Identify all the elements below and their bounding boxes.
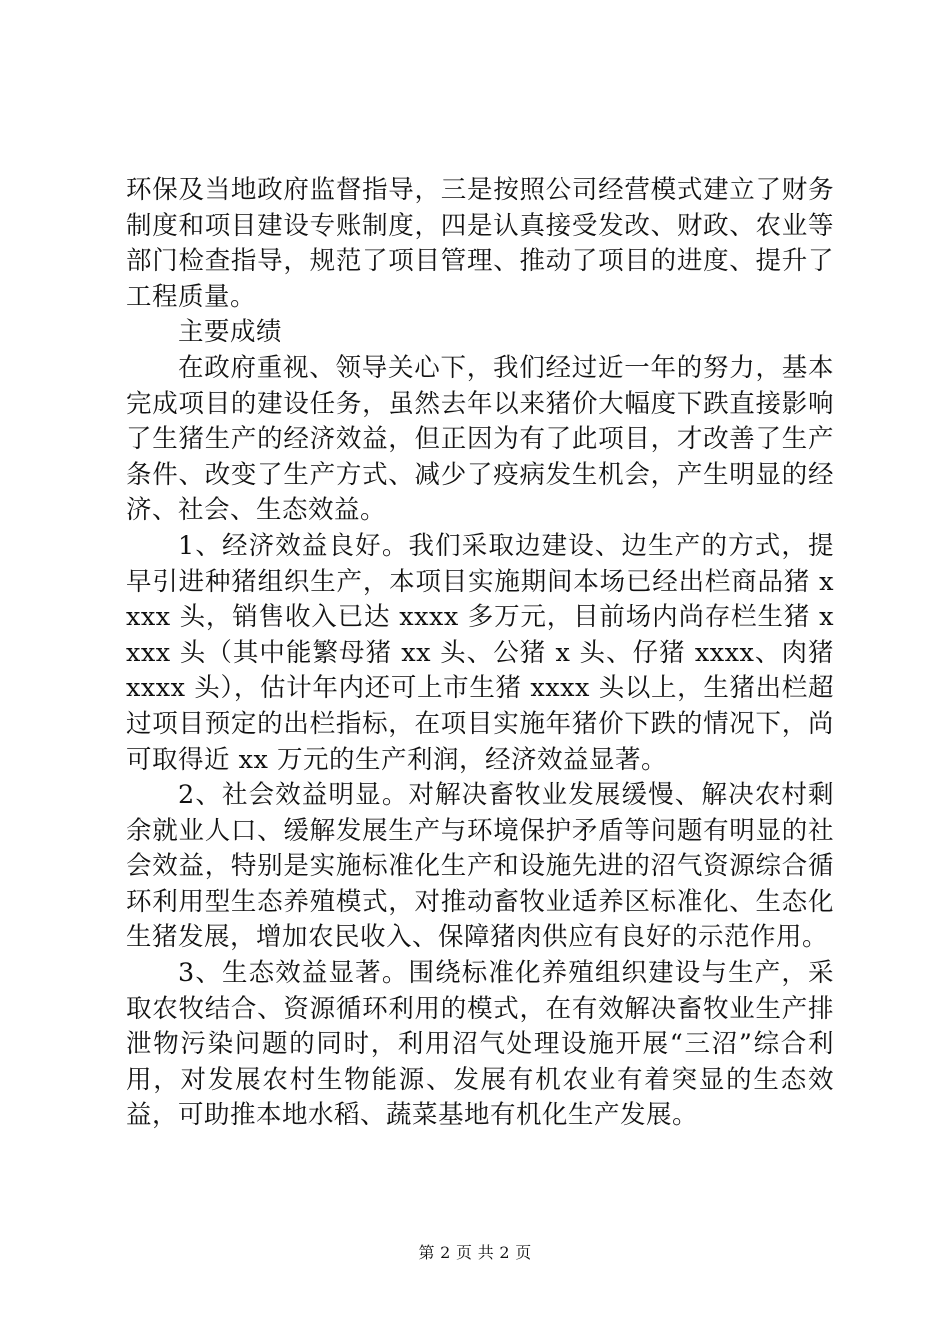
paragraph-ecological-benefit: 3、生态效益显著。围绕标准化养殖组织建设与生产，采取农牧结合、资源循环利用的模式，在有效解决畜牧业生产排泄物污染问题的同时，利用沼气处理设施开展“三沼”综合利用，对发展农村生物能源、发展有机农业有着突显的生态效益，可助推本地水稻、蔬菜基地有机化生产发展。 <box>126 958 834 1131</box>
paragraph-economic-benefit: 1、经济效益良好。我们采取边建设、边生产的方式，提早引进种猪组织生产，本项目实施期间本场已经出栏商品猪 xxxx 头，销售收入已达 xxxx 多万元，目前场内尚存栏生猪 xxxx 头（其中能繁母猪 xx 头、公猪 x 头、仔猪 xxxx、肉猪 xxxx 头），估计年内还可上市生猪 xxxx 头以上，生猪出栏超过项目预定的出栏指标，在项目实施年猪价下跌的情况下，尚可取得近 xx 万元的生产利润，经济效益显著。 <box>126 530 834 775</box>
paragraph-overview: 在政府重视、领导关心下，我们经过近一年的努力，基本完成项目的建设任务，虽然去年以来猪价大幅度下跌直接影响了生猪生产的经济效益，但正因为有了此项目，才改善了生产条件、改变了生产方式、减少了疫病发生机会，产生明显的经济、社会、生态效益。 <box>126 352 834 526</box>
paragraph-continuation: 环保及当地政府监督指导，三是按照公司经营模式建立了财务制度和项目建设专账制度，四是认真接受发改、财政、农业等部门检查指导，规范了项目管理、推动了项目的进度、提升了工程质量。 <box>126 175 834 312</box>
document-body <box>126 173 834 1134</box>
page-number-footer: 第 2 页 共 2 页 <box>418 1243 532 1262</box>
section-heading-main-achievements: 主要成绩 <box>178 317 283 348</box>
paragraph-social-benefit: 2、社会效益明显。对解决畜牧业发展缓慢、解决农村剩余就业人口、缓解发展生产与环境保护矛盾等问题有明显的社会效益，特别是实施标准化生产和设施先进的沼气资源综合循环利用型生态养殖模式，对推动畜牧业适养区标准化、生态化生猪发展，增加农民收入、保障猪肉供应有良好的示范作用。 <box>126 780 834 953</box>
